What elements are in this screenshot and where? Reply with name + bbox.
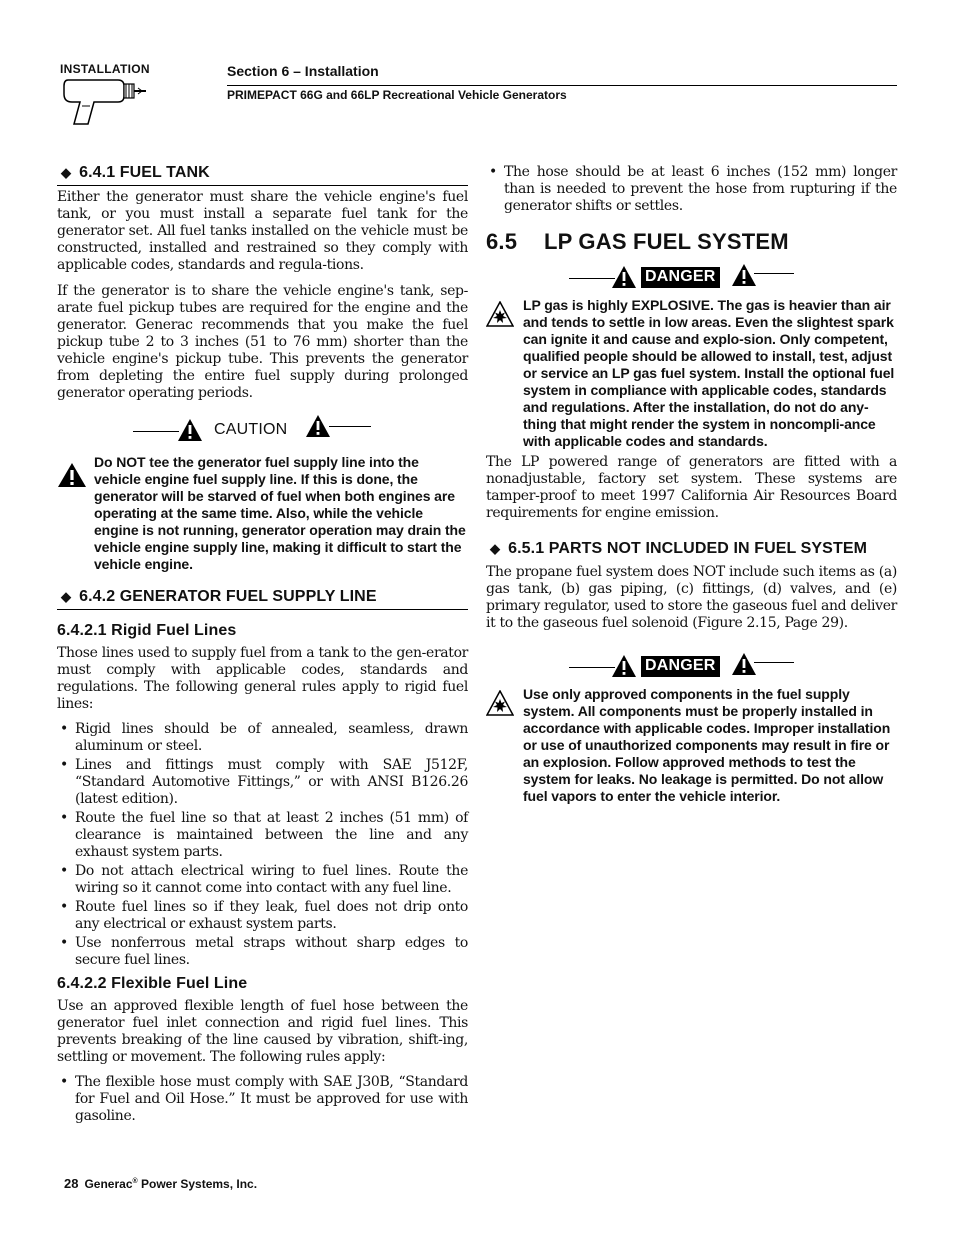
danger-text-2: Use only approved components in the fuel supply system. All components must be properly installed in accordance with applicable codes. Improper installation or use of unauthorized components may result in fire or an explosion. Follow approved methods to test the system for leaks. No leakage is permitted. Do not allow fuel vapors to enter the vehicle interior. (523, 686, 891, 804)
diamond-icon: ◆ (61, 589, 72, 604)
danger-banner-1 (486, 265, 897, 293)
explosion-hazard-icon (486, 690, 514, 716)
danger-block-2 (486, 686, 897, 805)
diamond-icon: ◆ (490, 541, 501, 556)
diamond-icon: ◆ (61, 165, 72, 180)
right-column (486, 164, 897, 805)
banner-line (754, 662, 794, 663)
warning-triangle-icon (305, 414, 331, 438)
fuel-tank-paragraph-2: If the generator is to share the vehicle engine's tank, sep-arate fuel pickup tubes are required for the engine and the generator. Generac recommends that you make the fuel pickup tube 2 to 3 inches (51 to 76 mm) shorter than the vehicle engine's pickup tube. This prevents the generator from depleting the entire fuel supply during prolonged generator operating periods. (57, 283, 468, 401)
caution-banner (57, 418, 468, 446)
list-item: • Route the fuel line so that at least 2 inches (51 mm) of clearance is maintained between the line and any exhaust system parts. (57, 810, 468, 861)
list-item: • Use nonferrous metal straps without sharp edges to secure fuel lines. (57, 935, 468, 969)
header-rule (227, 85, 897, 86)
caution-label: CAUTION (214, 421, 288, 438)
heading-rigid-fuel-lines: 6.4.2.1 Rigid Fuel Lines (57, 622, 237, 639)
footer-company-rest: Power Systems, Inc. (137, 1177, 258, 1191)
warning-triangle-icon (177, 418, 203, 442)
footer-company: Generac (84, 1177, 133, 1191)
drill-icon (60, 76, 150, 128)
warning-triangle-icon (611, 654, 637, 678)
danger-banner-2 (486, 654, 897, 682)
warning-triangle-icon (731, 263, 757, 287)
section-title: Section 6 – Installation (227, 63, 379, 79)
caution-text: Do NOT tee the generator fuel supply line into the vehicle engine fuel supply line. If this is done, the generator will be starved of fuel when both engines are operating at the same time. Also, while the vehicle engine is not running, generator operation may drain the vehicle engine supply line, making it difficult to start the vehicle engine. (94, 454, 466, 572)
danger-label: DANGER (641, 267, 720, 288)
fuel-tank-paragraph-1: Either the generator must share the vehicle engine's fuel tank, or you must install a separate fuel tank for the generator set. All fuel tanks installed on the vehicle must be constructed, installed and restrained so they comply with applicable codes, standards and regula-tions. (57, 189, 468, 273)
rigid-rules-list (57, 721, 468, 969)
heading-flexible-fuel-line: 6.4.2.2 Flexible Fuel Line (57, 975, 248, 992)
banner-line (133, 431, 179, 432)
list-item: • Lines and fittings must comply with SAE J512F, “Standard Automotive Fittings,” or with ANSI B126.26 (latest edition). (57, 757, 468, 808)
explosion-hazard-icon (486, 301, 514, 327)
list-item: • The flexible hose must comply with SAE J30B, “Standard for Fuel and Oil Hose.” It must be approved for use with gasoline. (57, 1074, 468, 1125)
list-item: • Route fuel lines so if they leak, fuel does not drip onto any electrical or exhaust system parts. (57, 899, 468, 933)
lp-paragraph: The LP powered range of generators are fitted with a nonadjustable, factory set system. These systems are tamper-proof to meet 1997 California Air Resources Board requirements for engine emission. (486, 454, 897, 521)
installation-logo-label: INSTALLATION (60, 62, 150, 76)
warning-triangle-icon (57, 462, 87, 488)
danger-label: DANGER (641, 656, 720, 677)
heading-parts-not-included: ◆ 6.5.1 PARTS NOT INCLUDED IN FUEL SYSTEM (490, 540, 868, 557)
banner-line (569, 667, 615, 668)
heading-supply-line: ◆ 6.4.2 GENERATOR FUEL SUPPLY LINE (57, 588, 468, 610)
danger-block-1 (486, 297, 897, 450)
page-footer (64, 1176, 257, 1191)
warning-triangle-icon (611, 265, 637, 289)
warning-triangle-icon (731, 652, 757, 676)
left-column (57, 164, 468, 1127)
list-item: • Rigid lines should be of annealed, seamless, drawn aluminum or steel. (57, 721, 468, 755)
product-title: PRIMEPACT 66G and 66LP Recreational Vehicle Generators (227, 88, 567, 102)
banner-line (569, 278, 615, 279)
banner-line (329, 426, 371, 427)
heading-fuel-tank: ◆ 6.4.1 FUEL TANK (57, 164, 468, 186)
flexible-rules-continued (486, 164, 897, 215)
banner-line (754, 273, 794, 274)
caution-block (57, 454, 468, 573)
page-number: 28 (64, 1176, 79, 1191)
registered-mark: ® (132, 1178, 138, 1185)
parts-paragraph: The propane fuel system does NOT include such items as (a) gas tank, (b) gas piping, (c) fittings, (d) valves, and (e) primary regulator, used to store the gaseous fuel and deliver it to the gaseous fuel solenoid (Figure 2.15, Page 29). (486, 564, 897, 631)
rigid-intro: Those lines used to supply fuel from a tank to the gen-erator must comply with applicable codes, standards and regulations. The following general rules apply to rigid fuel lines: (57, 645, 468, 712)
flexible-rules-list (57, 1074, 468, 1125)
list-item: • The hose should be at least 6 inches (152 mm) longer than is needed to prevent the hose from rupturing if the generator shifts or settles. (486, 164, 897, 215)
flexible-intro: Use an approved flexible length of fuel hose between the generator fuel inlet connection and rigid fuel lines. This prevents breaking of the line caused by vibration, shift-ing, settling or movement. The following rules apply: (57, 998, 468, 1065)
list-item: • Do not attach electrical wiring to fuel lines. Route the wiring so it cannot come into contact with any fuel line. (57, 863, 468, 897)
danger-text-1: LP gas is highly EXPLOSIVE. The gas is heavier than air and tends to settle in low areas. Even the slightest spark can ignite it and cause and explo-sion. Only competent, qualified people should be allowed to install, test, adjust or service an LP gas fuel system. Install the optional fuel system in compliance with applicable codes, standards and regulations. After the installation, do not do any-thing that might render the system in noncompli-ance with applicable codes and standards. (523, 297, 895, 449)
heading-lp-gas-fuel-system: 6.5 LP GAS FUEL SYSTEM (486, 229, 789, 254)
